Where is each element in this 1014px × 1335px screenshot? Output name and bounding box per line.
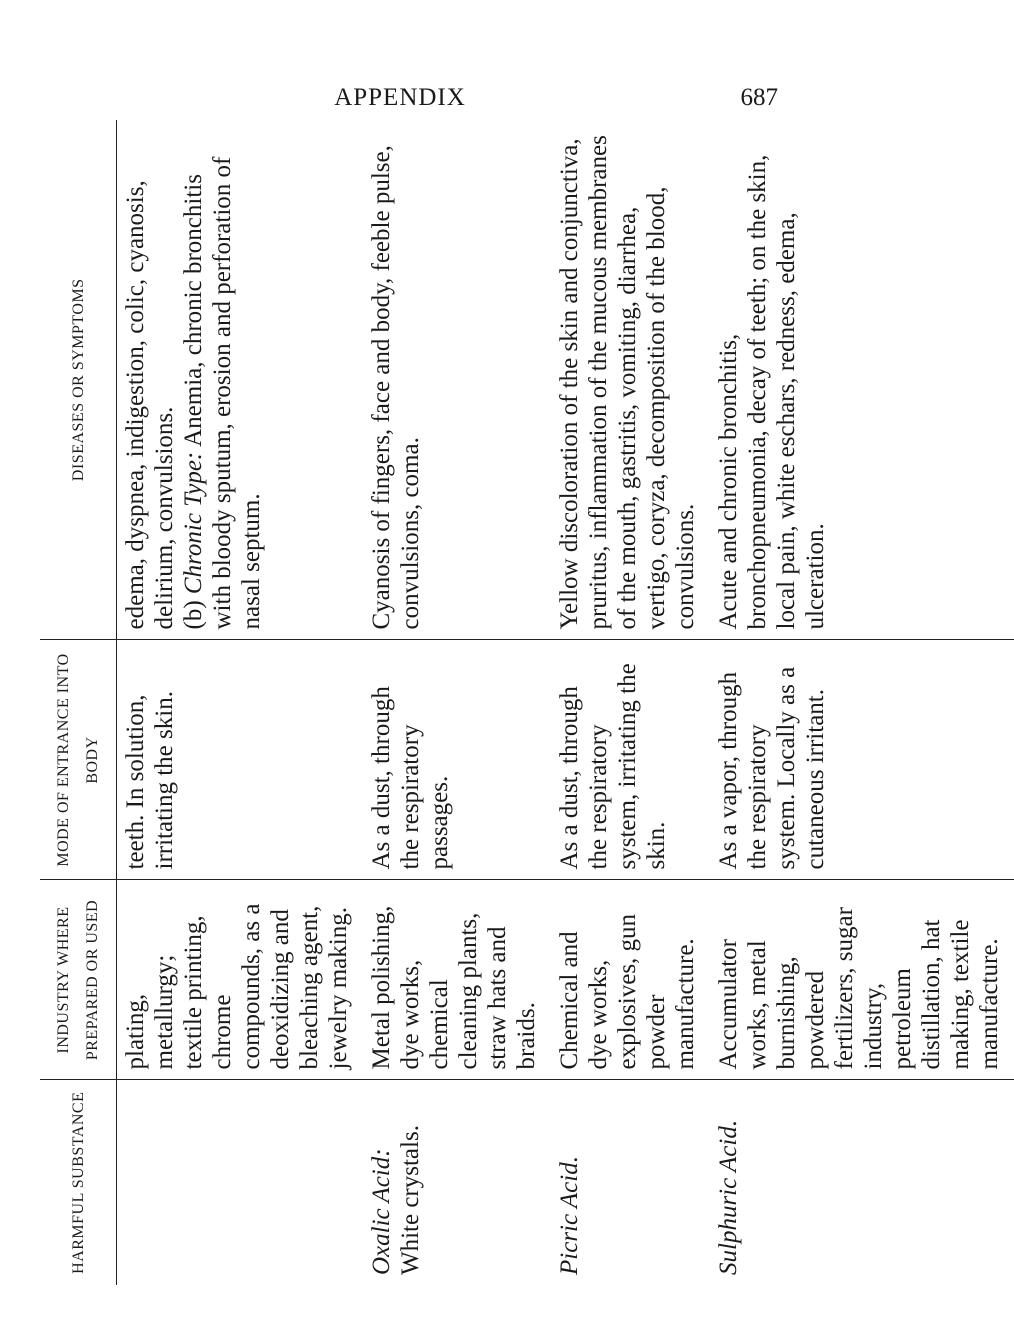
symptoms-chronic-text: Anemia, chronic bronchitis with bloody sputum, erosion and perforation of nasal septum. <box>180 156 265 630</box>
industry-cell: Accumulator works, metal burnishing, powdered fertilizers, sugar industry, petroleum distillation, hat making, textile manufacture. <box>710 880 1014 1080</box>
symptoms-cell: Cyanosis of fingers, face and body, feeble pulse, convulsions, coma. <box>363 120 551 640</box>
substance-cell <box>710 1080 1014 1285</box>
industry-cell: Chemical and dye works, explosives, gun powder manufacture. <box>551 880 710 1080</box>
symptoms-cell <box>117 120 364 640</box>
substance-name: Oxalic Acid: <box>368 1148 395 1275</box>
substance-name: Picric Acid. <box>556 1156 583 1275</box>
running-header <box>0 80 800 120</box>
substance-cell <box>551 1080 710 1285</box>
substance-description: White crystals. <box>397 1125 424 1275</box>
entrance-cell: As a vapor, through the respiratory system. Locally as a cutaneous irritant. <box>710 640 1014 880</box>
page-number: 687 <box>740 84 778 111</box>
rotated-table-container <box>40 120 1003 1285</box>
substance-name: Sulphuric Acid. <box>715 1119 742 1275</box>
symptoms-type-prefix: (b) <box>180 600 207 630</box>
symptoms-acute-text: edema, dyspnea, indigestion, colic, cyanosis, delirium, convulsions. <box>122 180 178 630</box>
column-header-harmful-substance: HARMFUL SUBSTANCE <box>40 1080 117 1285</box>
appendix-table <box>40 120 1014 1285</box>
industry-cell: Metal polishing, dye works, chemical cleaning plants, straw hats and braids. <box>363 880 551 1080</box>
table-row <box>551 120 710 1285</box>
column-header-mode-of-entrance: MODE OF ENTRANCE INTO BODY <box>40 640 117 880</box>
entrance-cell: As a dust, through the respiratory system, irritating the skin. <box>551 640 710 880</box>
substance-cell <box>117 1080 364 1285</box>
industry-cell: plating, metallurgy; textile printing, chrome compounds, as a deoxidizing and bleaching agent, jewelry making. <box>117 880 364 1080</box>
column-header-diseases: DISEASES OR SYMPTOMS <box>40 120 117 640</box>
entrance-cell: teeth. In solution, irritating the skin. <box>117 640 364 880</box>
column-header-industry: INDUSTRY WHERE PREPARED OR USED <box>40 880 117 1080</box>
symptoms-cell: Yellow discoloration of the skin and conjunctiva, pruritus, inflammation of the mucous membranes of the mouth, gastritis, vomiting, diarrhea, vertigo, coryza, decomposition of the blood, convulsions. <box>551 120 710 640</box>
entrance-cell: As a dust, through the respiratory passages. <box>363 640 551 880</box>
table-row <box>710 120 1014 1285</box>
substance-cell <box>363 1080 551 1285</box>
symptoms-type-label: Chronic Type: <box>180 451 207 595</box>
table-row <box>363 120 551 1285</box>
page-title: APPENDIX <box>334 84 466 111</box>
table-row <box>117 120 364 1285</box>
table-header-row <box>40 120 117 1285</box>
symptoms-cell: Acute and chronic bronchitis, bronchopneumonia, decay of teeth; on the skin, local pain, white eschars, redness, edema, ulceration. <box>710 120 1014 640</box>
